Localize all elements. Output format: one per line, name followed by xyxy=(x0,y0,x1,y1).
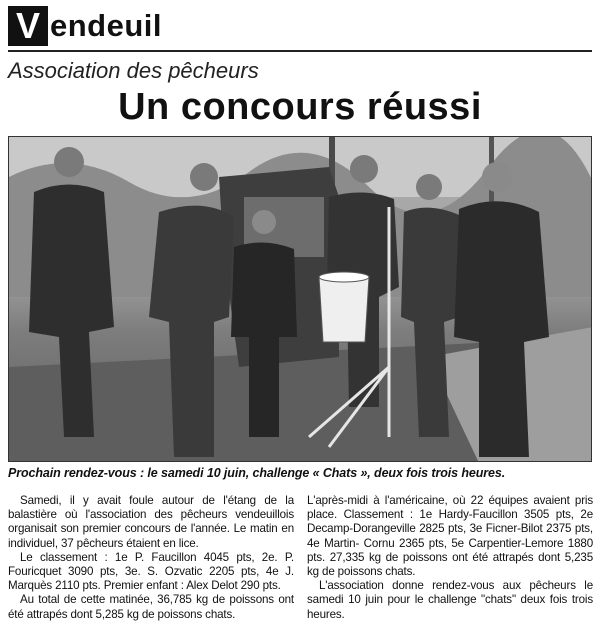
masthead xyxy=(8,6,592,46)
headline: Un concours réussi xyxy=(118,86,482,128)
article-paragraph: L'association donne rendez-vous aux pêcheurs le samedi 10 juin pour le challenge "chats" deux fois trois heures. xyxy=(307,579,593,621)
photo-caption: Prochain rendez-vous : le samedi 10 juin, challenge « Chats », deux fois trois heures. xyxy=(8,466,506,480)
kicker: Association des pêcheurs xyxy=(8,58,259,83)
photo-illustration xyxy=(9,137,592,462)
article-paragraph: Le classement : 1e P. Faucillon 4045 pts, 2e. P. Fouricquet 3090 pts, 3e. S. Ozvatic 2205 pts, 4e J. Marquès 2110 pts. Premier enfant : Alex Delot 290 pts. xyxy=(8,550,294,593)
article-paragraph: Samedi, il y avait foule autour de l'étang de la balastière où l'association des pêcheurs vendeuillois organisait son premier concours de l'année. Le matin en individuel, 37 pêcheurs étaient en lice. xyxy=(8,494,294,550)
article-photo xyxy=(8,136,592,462)
article-column-left xyxy=(8,494,294,622)
article-paragraph: L'après-midi à l'américaine, où 22 équipes avaient pris place. Classement : 1e Hardy-Faucillon 3505 pts, 2e Decamp-Dorangeville 2825 pts, 3e Ficner-Bilot 2375 pts, 4e Martin- Cornu 2365 pts, 5e Carpentier-Lemore 1880 pts. 27,335 kg de poissons ont été attrapés dont 5,235 kg de poissons chats. xyxy=(307,494,593,579)
masthead-town-name: endeuil xyxy=(50,8,163,43)
masthead-initial: V xyxy=(8,6,48,46)
article-paragraph: Au total de cette matinée, 36,785 kg de poissons ont été attrapés dont 5,285 kg de poissons chats. xyxy=(8,593,294,621)
article-column-right xyxy=(307,494,593,622)
masthead-rule xyxy=(8,50,592,52)
